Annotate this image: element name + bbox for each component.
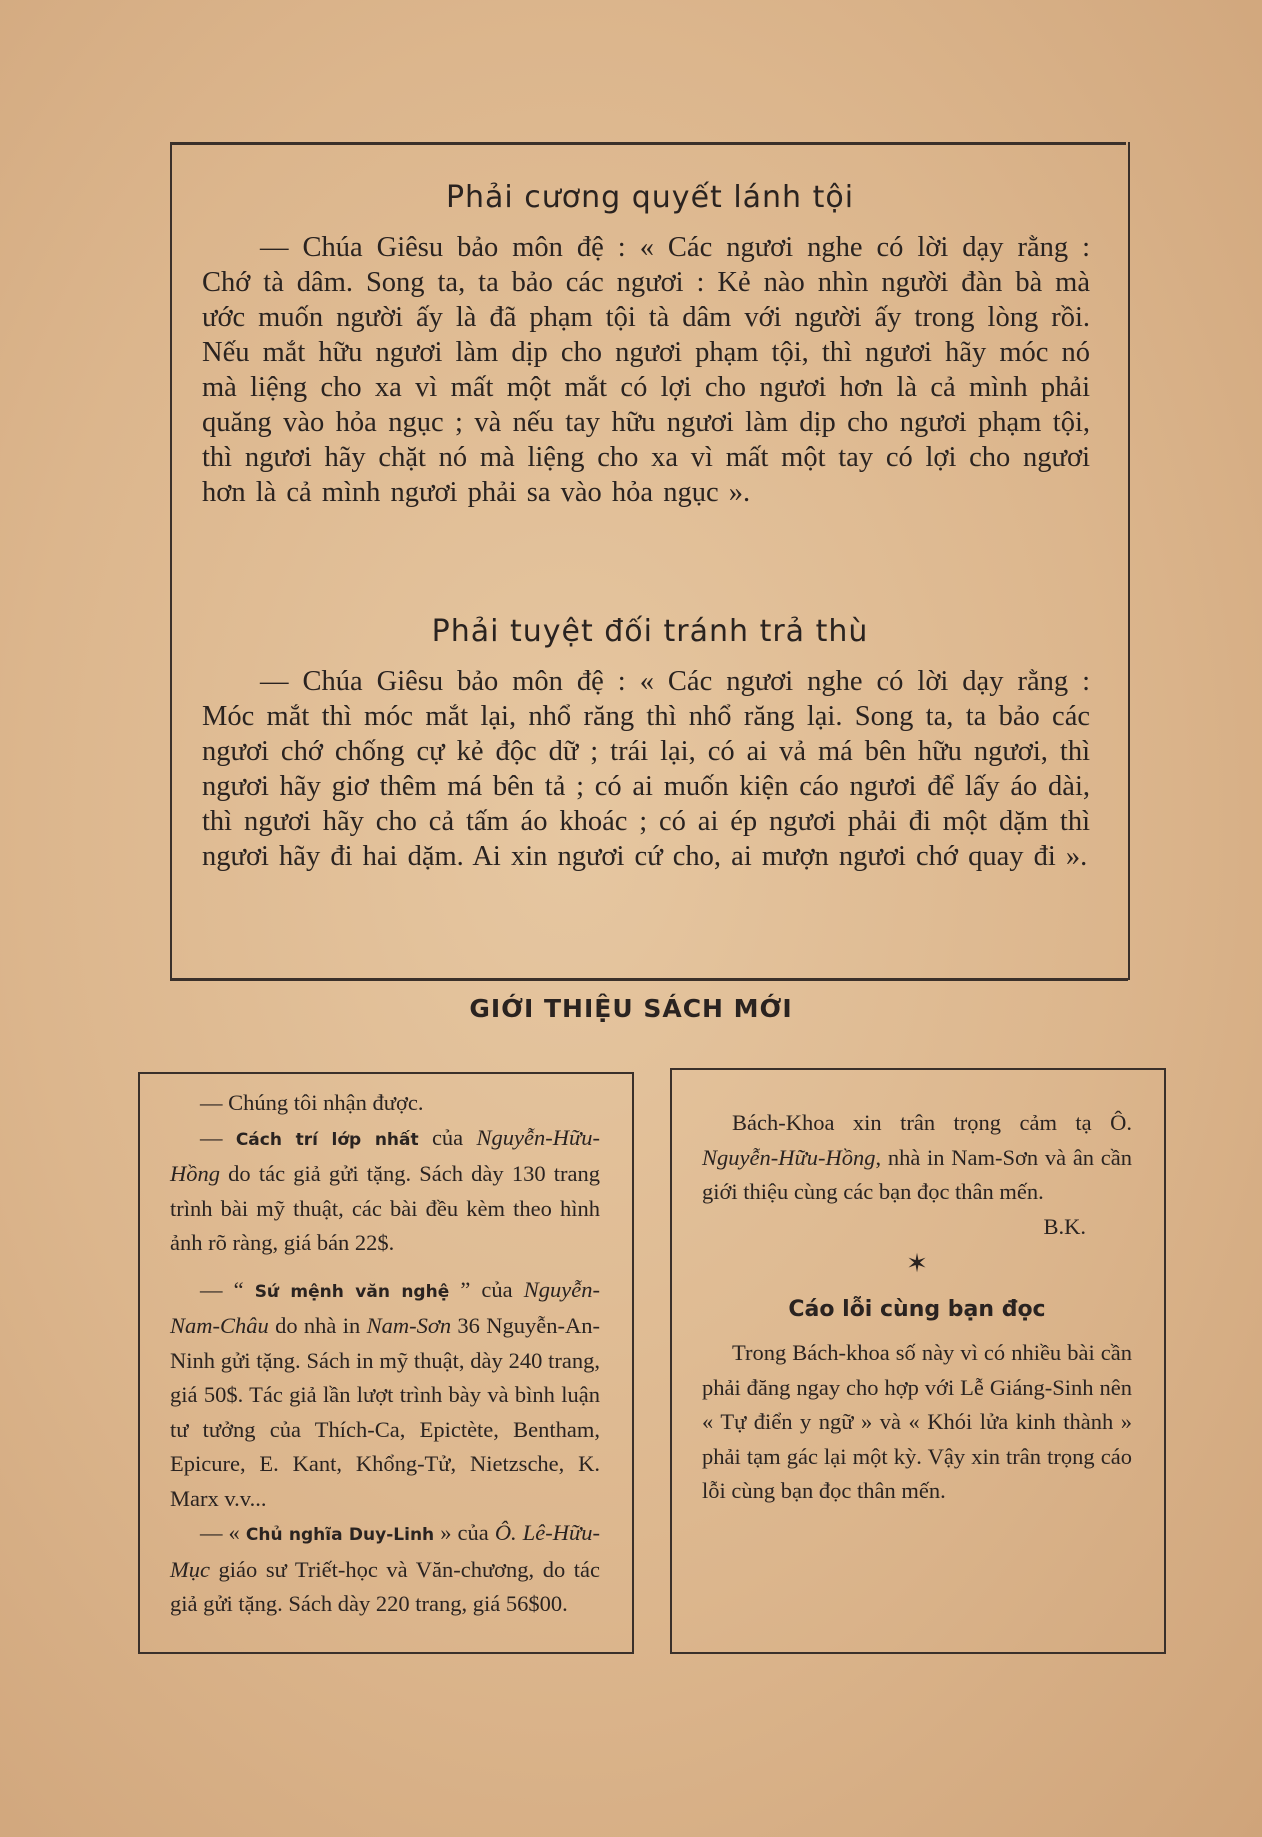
book1-author: Nguyễn-Hữu-Hồng bbox=[170, 1124, 600, 1186]
book2-mid: do nhà in bbox=[268, 1313, 367, 1338]
article2-title: Phải tuyệt đối tránh trả thù bbox=[431, 614, 869, 649]
book2-prefix: — “ bbox=[200, 1276, 255, 1302]
book-entry-3 bbox=[170, 1516, 600, 1622]
book1-of: của bbox=[418, 1124, 477, 1150]
right-column-bottom-rule bbox=[670, 1652, 1166, 1654]
book2-author: Nguyễn-Nam-Châu bbox=[170, 1276, 600, 1338]
book-entry-2 bbox=[170, 1273, 600, 1517]
thanks-apology-column bbox=[702, 1106, 1132, 1509]
book3-prefix: — « bbox=[200, 1520, 246, 1545]
book3-title: Chủ nghĩa Duy-Linh bbox=[245, 1525, 435, 1545]
book2-description: 36 Nguyễn-An-Ninh gửi tặng. Sách in mỹ thuật, dày 240 trang, giá 50$. Tác giả lần lượt trình bày và bình luận tư tưởng của Thích-Ca, Epictète, Bentham, Epicure, E. Kant, Khổng-Tử, Nietzsche, K. Marx v.v... bbox=[170, 1313, 600, 1511]
new-books-column bbox=[170, 1086, 600, 1622]
bottom-rule bbox=[170, 978, 1128, 981]
main-articles-box bbox=[170, 142, 1130, 980]
thanks-lead: Bách-Khoa xin trân trọng cảm tạ Ô. bbox=[732, 1110, 1132, 1135]
book2-of: ” của bbox=[449, 1276, 524, 1302]
thanks-name: Nguyễn-Hữu-Hồng bbox=[702, 1144, 876, 1170]
ornament-star-icon: ✶ bbox=[906, 1249, 928, 1278]
right-column-right-border bbox=[1164, 1068, 1166, 1652]
book1-title: Cách trí lớp nhất bbox=[235, 1129, 419, 1150]
book3-of: » của bbox=[434, 1520, 495, 1545]
left-column-top-rule bbox=[138, 1072, 634, 1074]
signature: B.K. bbox=[1043, 1213, 1086, 1239]
left-column-bottom-rule bbox=[138, 1652, 634, 1654]
book2-title: Sứ mệnh văn nghệ bbox=[254, 1281, 450, 1302]
thanks-note bbox=[702, 1106, 1132, 1210]
book3-author: Ô. Lê-Hữu-Mục bbox=[170, 1520, 600, 1582]
book3-description: giáo sư Triết-học và Văn-chương, do tác giả gửi tặng. Sách dày 220 trang, giá 56$00. bbox=[170, 1556, 600, 1616]
article1-body: — Chúa Giêsu bảo môn đệ : « Các ngươi nghe có lời dạy rằng : Chớ tà dâm. Song ta, ta bảo các ngươi : Kẻ nào nhìn người đàn bà mà ước muốn người ấy là đã phạm tội tà dâm với người ấy trong lòng rồi. Nếu mắt hữu ngươi làm dịp cho ngươi phạm tội, thì ngươi hãy móc nó mà liệng cho xa vì mất một mắt có lợi cho ngươi hơn là cả mình phải quăng vào hỏa ngục ; và nếu tay hữu ngươi làm dịp cho ngươi phạm tội, thì ngươi hãy chặt nó mà liệng cho xa vì mất một tay có lợi cho ngươi hơn là cả mình ngươi phải sa vào hỏa ngục ». bbox=[202, 232, 1090, 508]
left-column-right-border bbox=[632, 1072, 634, 1652]
article1-title: Phải cương quyết lánh tội bbox=[445, 180, 855, 215]
books-intro: — Chúng tôi nhận được. bbox=[200, 1090, 424, 1115]
apology-title: Cáo lỗi cùng bạn đọc bbox=[788, 1297, 1046, 1322]
book-entry-1 bbox=[170, 1121, 600, 1261]
apology-body: Trong Bách-khoa số này vì có nhiều bài cần phải đăng ngay cho hợp với Lễ Giáng-Sinh nên « Tự điển y ngữ » và « Khói lửa kinh thành » phải tạm gác lại một kỳ. Vậy xin trân trọng cáo lỗi cùng bạn đọc thân mến. bbox=[702, 1340, 1132, 1503]
left-column-left-border bbox=[138, 1072, 140, 1652]
right-column-top-rule bbox=[670, 1068, 1166, 1070]
article2-body: — Chúa Giêsu bảo môn đệ : « Các ngươi nghe có lời dạy rằng : Móc mắt thì móc mắt lại, nhổ răng thì nhổ răng lại. Song ta, ta bảo các ngươi chớ chống cự kẻ độc dữ ; trái lại, có ai vả má bên hữu ngươi, thì ngươi hãy giơ thêm má bên tả ; có ai muốn kiện cáo ngươi để lấy áo dài, thì ngươi hãy cho cả tấm áo khoác ; có ai ép ngươi phải đi một dặm thì ngươi hãy đi hai dặm. Ai xin ngươi cứ cho, ai mượn ngươi chớ quay đi ». bbox=[202, 666, 1090, 872]
right-column-left-border bbox=[670, 1068, 672, 1652]
book1-prefix: — bbox=[200, 1124, 236, 1150]
book2-publisher: Nam-Sơn bbox=[366, 1313, 452, 1338]
new-books-section-title: GIỚI THIỆU SÁCH MỚI bbox=[469, 994, 793, 1023]
book1-description: do tác giả gửi tặng. Sách dày 130 trang trình bài mỹ thuật, các bài đều kèm theo hình ảnh rõ ràng, giá bán 22$. bbox=[170, 1161, 600, 1255]
thanks-rest: , nhà in Nam-Sơn và ân cần giới thiệu cùng các bạn đọc thân mến. bbox=[702, 1144, 1132, 1204]
